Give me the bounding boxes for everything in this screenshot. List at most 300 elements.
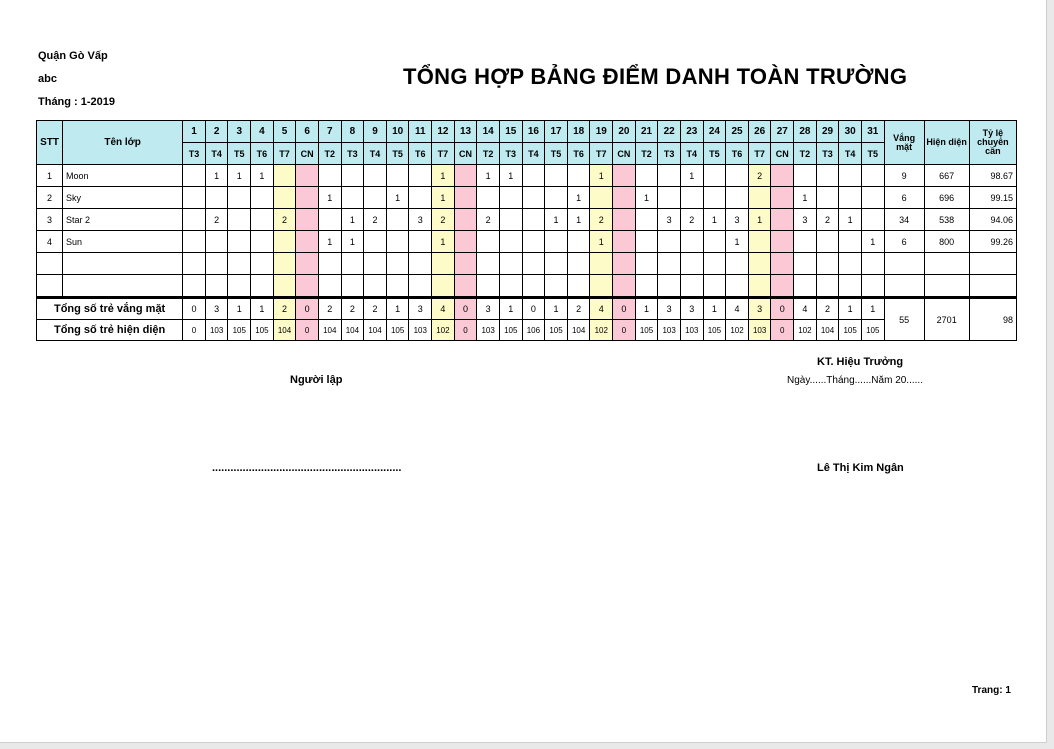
day-absent-cell: [205, 253, 228, 275]
total-absent-day-cell: 3: [477, 298, 500, 320]
day-absent-cell: [816, 165, 839, 187]
total-present-day-cell: 102: [726, 320, 749, 341]
day-absent-cell: 1: [477, 165, 500, 187]
day-absent-cell: 1: [228, 165, 251, 187]
weekday-header: T3: [658, 143, 681, 165]
day-absent-cell: [545, 231, 568, 253]
day-header: 20: [613, 121, 636, 143]
day-absent-cell: [703, 187, 726, 209]
day-absent-cell: [522, 209, 545, 231]
day-absent-cell: [680, 275, 703, 298]
day-absent-cell: 3: [409, 209, 432, 231]
day-absent-cell: [771, 187, 794, 209]
day-absent-cell: [386, 275, 409, 298]
day-absent-cell: [477, 275, 500, 298]
day-header: 18: [567, 121, 590, 143]
day-header: 6: [296, 121, 319, 143]
day-absent-cell: [432, 253, 455, 275]
absent-total-cell: 34: [884, 209, 924, 231]
day-absent-cell: [251, 253, 274, 275]
stt-cell: 1: [37, 165, 63, 187]
day-absent-cell: 3: [658, 209, 681, 231]
total-absent-day-cell: 0: [296, 298, 319, 320]
day-absent-cell: [567, 253, 590, 275]
day-absent-cell: [726, 253, 749, 275]
day-header: 31: [861, 121, 884, 143]
day-absent-cell: [318, 253, 341, 275]
total-absent-day-cell: 0: [771, 298, 794, 320]
day-absent-cell: [658, 187, 681, 209]
weekday-header: CN: [296, 143, 319, 165]
day-absent-cell: [613, 165, 636, 187]
day-absent-cell: [680, 187, 703, 209]
total-absent-day-cell: 2: [816, 298, 839, 320]
day-absent-cell: [454, 209, 477, 231]
total-present-day-cell: 105: [499, 320, 522, 341]
day-absent-cell: [522, 231, 545, 253]
absent-total-cell: 6: [884, 187, 924, 209]
total-present-day-cell: 0: [296, 320, 319, 341]
class-name-header: Tên lớp: [63, 121, 183, 165]
header-row-weekdays: [37, 143, 1017, 165]
absent-total-cell: 6: [884, 231, 924, 253]
weekday-header: T7: [748, 143, 771, 165]
day-absent-cell: 2: [273, 209, 296, 231]
day-absent-cell: [703, 165, 726, 187]
day-absent-cell: [816, 253, 839, 275]
day-absent-cell: [658, 231, 681, 253]
total-present-day-cell: 105: [635, 320, 658, 341]
day-absent-cell: [228, 231, 251, 253]
principal-label: KT. Hiệu Trưởng: [817, 356, 904, 368]
attendance-table: [36, 120, 1017, 341]
day-absent-cell: [771, 253, 794, 275]
day-absent-cell: [522, 253, 545, 275]
day-absent-cell: [364, 187, 387, 209]
header-row-days: [37, 121, 1017, 143]
preparer-label: Người lập: [290, 374, 343, 386]
day-absent-cell: 1: [567, 209, 590, 231]
day-absent-cell: 3: [726, 209, 749, 231]
day-absent-cell: [341, 165, 364, 187]
day-absent-cell: [477, 231, 500, 253]
day-header: 19: [590, 121, 613, 143]
day-absent-cell: [183, 275, 206, 298]
day-absent-cell: [635, 253, 658, 275]
class-row: [37, 165, 1017, 187]
present-total-cell: [924, 275, 969, 298]
total-absent-day-cell: 4: [590, 298, 613, 320]
total-present-day-cell: 104: [364, 320, 387, 341]
class-name-cell: [63, 275, 183, 298]
day-absent-cell: [318, 275, 341, 298]
attendance-rate-header: Tỷ lệ chuyên cần: [969, 121, 1016, 165]
total-absent-day-cell: 3: [205, 298, 228, 320]
day-absent-cell: 1: [432, 165, 455, 187]
total-absent-day-cell: 2: [318, 298, 341, 320]
day-absent-cell: [771, 165, 794, 187]
day-absent-cell: [590, 187, 613, 209]
day-absent-cell: 1: [590, 165, 613, 187]
total-present-day-cell: 104: [273, 320, 296, 341]
weekday-header: T5: [703, 143, 726, 165]
day-absent-cell: [364, 231, 387, 253]
total-present-day-cell: 102: [432, 320, 455, 341]
day-absent-cell: [251, 187, 274, 209]
day-absent-cell: 1: [635, 187, 658, 209]
weekday-header: T4: [364, 143, 387, 165]
day-absent-cell: [386, 231, 409, 253]
weekday-header: T3: [341, 143, 364, 165]
day-absent-cell: 1: [432, 187, 455, 209]
attendance-rate-cell: 99.15: [969, 187, 1016, 209]
day-absent-cell: 1: [432, 231, 455, 253]
total-present-day-cell: 105: [861, 320, 884, 341]
stt-cell: 4: [37, 231, 63, 253]
day-absent-cell: [251, 275, 274, 298]
day-header: 15: [499, 121, 522, 143]
day-absent-cell: 1: [545, 209, 568, 231]
day-absent-cell: [613, 209, 636, 231]
total-present-day-cell: 102: [794, 320, 817, 341]
total-present-day-cell: 105: [703, 320, 726, 341]
total-absent-day-cell: 3: [409, 298, 432, 320]
weekday-header: CN: [613, 143, 636, 165]
total-present-day-cell: 104: [341, 320, 364, 341]
total-absent-day-cell: 0: [454, 298, 477, 320]
stt-cell: 2: [37, 187, 63, 209]
total-present-day-cell: 105: [839, 320, 862, 341]
weekday-header: T6: [567, 143, 590, 165]
total-present-day-cell: 104: [318, 320, 341, 341]
day-absent-cell: 1: [567, 187, 590, 209]
day-absent-cell: 2: [748, 165, 771, 187]
day-absent-cell: [273, 275, 296, 298]
total-absent-day-cell: 4: [726, 298, 749, 320]
total-present-day-cell: 103: [409, 320, 432, 341]
total-absent-day-cell: 1: [703, 298, 726, 320]
total-present-day-cell: 0: [771, 320, 794, 341]
total-present-day-cell: 0: [454, 320, 477, 341]
present-header: Hiện diện: [924, 121, 969, 165]
day-absent-cell: [183, 231, 206, 253]
day-absent-cell: [386, 209, 409, 231]
total-present-day-cell: 105: [228, 320, 251, 341]
day-absent-cell: 3: [794, 209, 817, 231]
day-absent-cell: [386, 165, 409, 187]
total-absent-day-cell: 2: [567, 298, 590, 320]
weekday-header: T7: [432, 143, 455, 165]
total-present-day-cell: 103: [477, 320, 500, 341]
day-header: 1: [183, 121, 206, 143]
day-absent-cell: [273, 165, 296, 187]
weekday-header: T3: [183, 143, 206, 165]
total-absent-day-cell: 2: [341, 298, 364, 320]
day-absent-cell: [228, 275, 251, 298]
day-absent-cell: [499, 231, 522, 253]
day-absent-cell: [318, 209, 341, 231]
day-absent-cell: 1: [251, 165, 274, 187]
day-absent-cell: [590, 275, 613, 298]
day-absent-cell: 2: [432, 209, 455, 231]
day-absent-cell: [409, 231, 432, 253]
day-absent-cell: [545, 275, 568, 298]
day-absent-cell: 1: [318, 187, 341, 209]
day-absent-cell: 1: [861, 231, 884, 253]
total-present-label: Tổng số trẻ hiện diện: [37, 320, 183, 341]
day-absent-cell: [590, 253, 613, 275]
class-row: [37, 231, 1017, 253]
stt-cell: 3: [37, 209, 63, 231]
day-absent-cell: [613, 253, 636, 275]
day-absent-cell: [703, 275, 726, 298]
day-absent-cell: 2: [364, 209, 387, 231]
day-absent-cell: 1: [748, 209, 771, 231]
day-absent-cell: [364, 275, 387, 298]
total-absent-day-cell: 1: [251, 298, 274, 320]
day-absent-cell: [296, 187, 319, 209]
attendance-rate-cell: [969, 275, 1016, 298]
weekday-header: T4: [680, 143, 703, 165]
day-header: 10: [386, 121, 409, 143]
day-absent-cell: [635, 231, 658, 253]
day-absent-cell: [409, 165, 432, 187]
total-absent-row: [37, 298, 1017, 320]
weekday-header: T2: [635, 143, 658, 165]
day-header: 17: [545, 121, 568, 143]
day-header: 23: [680, 121, 703, 143]
day-absent-cell: [364, 165, 387, 187]
weekday-header: CN: [771, 143, 794, 165]
day-absent-cell: [409, 187, 432, 209]
day-absent-cell: [296, 165, 319, 187]
day-absent-cell: [771, 275, 794, 298]
day-absent-cell: 1: [386, 187, 409, 209]
day-header: 3: [228, 121, 251, 143]
day-absent-cell: [861, 253, 884, 275]
day-absent-cell: [861, 209, 884, 231]
weekday-header: T3: [499, 143, 522, 165]
day-absent-cell: 1: [499, 165, 522, 187]
date-line: Ngày......Tháng......Năm 20......: [787, 375, 923, 386]
day-header: 12: [432, 121, 455, 143]
day-absent-cell: 1: [205, 165, 228, 187]
day-absent-cell: [816, 187, 839, 209]
weekday-header: CN: [454, 143, 477, 165]
day-absent-cell: [726, 275, 749, 298]
day-absent-cell: [251, 209, 274, 231]
day-header: 7: [318, 121, 341, 143]
total-present-day-cell: 103: [680, 320, 703, 341]
day-header: 14: [477, 121, 500, 143]
present-total-cell: 538: [924, 209, 969, 231]
day-absent-cell: [726, 187, 749, 209]
total-absent-day-cell: 1: [839, 298, 862, 320]
day-absent-cell: [861, 165, 884, 187]
day-absent-cell: [771, 231, 794, 253]
day-absent-cell: 1: [318, 231, 341, 253]
month-label: Tháng : 1-2019: [38, 96, 116, 108]
class-row: [37, 209, 1017, 231]
day-absent-cell: [545, 253, 568, 275]
grand-rate-cell: 98: [969, 298, 1016, 341]
day-absent-cell: [658, 165, 681, 187]
day-absent-cell: [409, 275, 432, 298]
present-total-cell: 696: [924, 187, 969, 209]
total-absent-day-cell: 3: [680, 298, 703, 320]
total-present-day-cell: 103: [205, 320, 228, 341]
day-absent-cell: [703, 253, 726, 275]
day-absent-cell: [545, 165, 568, 187]
day-absent-cell: [499, 209, 522, 231]
school-label: abc: [38, 73, 57, 85]
class-row: [37, 275, 1017, 298]
day-absent-cell: [839, 275, 862, 298]
day-absent-cell: 1: [839, 209, 862, 231]
day-header: 28: [794, 121, 817, 143]
class-row: [37, 187, 1017, 209]
preparer-signature-line: ..............................................................: [212, 462, 402, 474]
day-absent-cell: [183, 187, 206, 209]
attendance-rate-cell: 94.06: [969, 209, 1016, 231]
total-absent-day-cell: 4: [794, 298, 817, 320]
day-absent-cell: [567, 231, 590, 253]
weekday-header: T6: [251, 143, 274, 165]
day-absent-cell: [205, 275, 228, 298]
absent-total-cell: 9: [884, 165, 924, 187]
day-header: 27: [771, 121, 794, 143]
class-name-cell: Sun: [63, 231, 183, 253]
day-header: 4: [251, 121, 274, 143]
day-absent-cell: [816, 231, 839, 253]
total-absent-day-cell: 1: [545, 298, 568, 320]
day-absent-cell: 1: [703, 209, 726, 231]
total-present-day-cell: 103: [658, 320, 681, 341]
day-absent-cell: [228, 253, 251, 275]
day-absent-cell: 2: [590, 209, 613, 231]
weekday-header: T2: [477, 143, 500, 165]
day-absent-cell: [183, 209, 206, 231]
day-absent-cell: [296, 275, 319, 298]
day-absent-cell: [816, 275, 839, 298]
total-absent-day-cell: 1: [499, 298, 522, 320]
total-present-day-cell: 105: [386, 320, 409, 341]
day-absent-cell: [499, 187, 522, 209]
day-absent-cell: [635, 165, 658, 187]
grand-present-cell: 2701: [924, 298, 969, 341]
absent-header: Vắng mặt: [884, 121, 924, 165]
total-present-row: [37, 320, 1017, 341]
day-absent-cell: [205, 187, 228, 209]
day-absent-cell: [228, 209, 251, 231]
day-absent-cell: [613, 187, 636, 209]
district-label: Quận Gò Vấp: [38, 50, 108, 62]
day-absent-cell: 1: [590, 231, 613, 253]
day-header: 22: [658, 121, 681, 143]
day-absent-cell: [296, 231, 319, 253]
page-title: TỔNG HỢP BẢNG ĐIỂM DANH TOÀN TRƯỜNG: [403, 64, 908, 89]
class-row: [37, 253, 1017, 275]
day-absent-cell: [454, 253, 477, 275]
total-absent-day-cell: 3: [658, 298, 681, 320]
total-present-day-cell: 0: [183, 320, 206, 341]
day-header: 30: [839, 121, 862, 143]
day-absent-cell: [318, 165, 341, 187]
total-absent-day-cell: 1: [861, 298, 884, 320]
day-absent-cell: [748, 275, 771, 298]
total-present-day-cell: 0: [613, 320, 636, 341]
day-absent-cell: [432, 275, 455, 298]
absent-total-cell: [884, 275, 924, 298]
day-absent-cell: 2: [205, 209, 228, 231]
day-absent-cell: [522, 187, 545, 209]
day-absent-cell: [454, 187, 477, 209]
total-present-day-cell: 105: [545, 320, 568, 341]
stt-cell: [37, 275, 63, 298]
weekday-header: T4: [522, 143, 545, 165]
weekday-header: T3: [816, 143, 839, 165]
day-header: 8: [341, 121, 364, 143]
present-total-cell: 800: [924, 231, 969, 253]
day-absent-cell: [296, 253, 319, 275]
day-absent-cell: [273, 187, 296, 209]
day-absent-cell: [613, 231, 636, 253]
day-absent-cell: [296, 209, 319, 231]
day-header: 5: [273, 121, 296, 143]
day-absent-cell: 1: [726, 231, 749, 253]
day-header: 2: [205, 121, 228, 143]
day-header: 11: [409, 121, 432, 143]
day-absent-cell: [273, 231, 296, 253]
day-absent-cell: [748, 187, 771, 209]
day-absent-cell: [703, 231, 726, 253]
day-absent-cell: [454, 231, 477, 253]
total-absent-label: Tổng số trẻ vắng mặt: [37, 298, 183, 320]
day-absent-cell: [477, 187, 500, 209]
total-absent-day-cell: 1: [635, 298, 658, 320]
attendance-rate-cell: 99.26: [969, 231, 1016, 253]
day-absent-cell: 1: [341, 231, 364, 253]
weekday-header: T5: [545, 143, 568, 165]
day-absent-cell: 1: [794, 187, 817, 209]
weekday-header: T2: [794, 143, 817, 165]
day-absent-cell: [794, 165, 817, 187]
day-absent-cell: [522, 165, 545, 187]
weekday-header: T2: [318, 143, 341, 165]
total-absent-day-cell: 1: [228, 298, 251, 320]
day-absent-cell: [454, 275, 477, 298]
total-present-day-cell: 104: [816, 320, 839, 341]
present-total-cell: 667: [924, 165, 969, 187]
day-absent-cell: [794, 253, 817, 275]
page-number: Trang: 1: [972, 685, 1011, 696]
present-total-cell: [924, 253, 969, 275]
day-absent-cell: [386, 253, 409, 275]
day-absent-cell: [341, 275, 364, 298]
absent-total-cell: [884, 253, 924, 275]
day-absent-cell: [680, 231, 703, 253]
day-absent-cell: [658, 275, 681, 298]
day-absent-cell: [771, 209, 794, 231]
day-absent-cell: [341, 253, 364, 275]
day-absent-cell: [183, 165, 206, 187]
day-absent-cell: 2: [680, 209, 703, 231]
total-present-day-cell: 106: [522, 320, 545, 341]
attendance-rate-cell: [969, 253, 1016, 275]
day-absent-cell: [273, 253, 296, 275]
stt-header: STT: [37, 121, 63, 165]
day-absent-cell: [748, 231, 771, 253]
